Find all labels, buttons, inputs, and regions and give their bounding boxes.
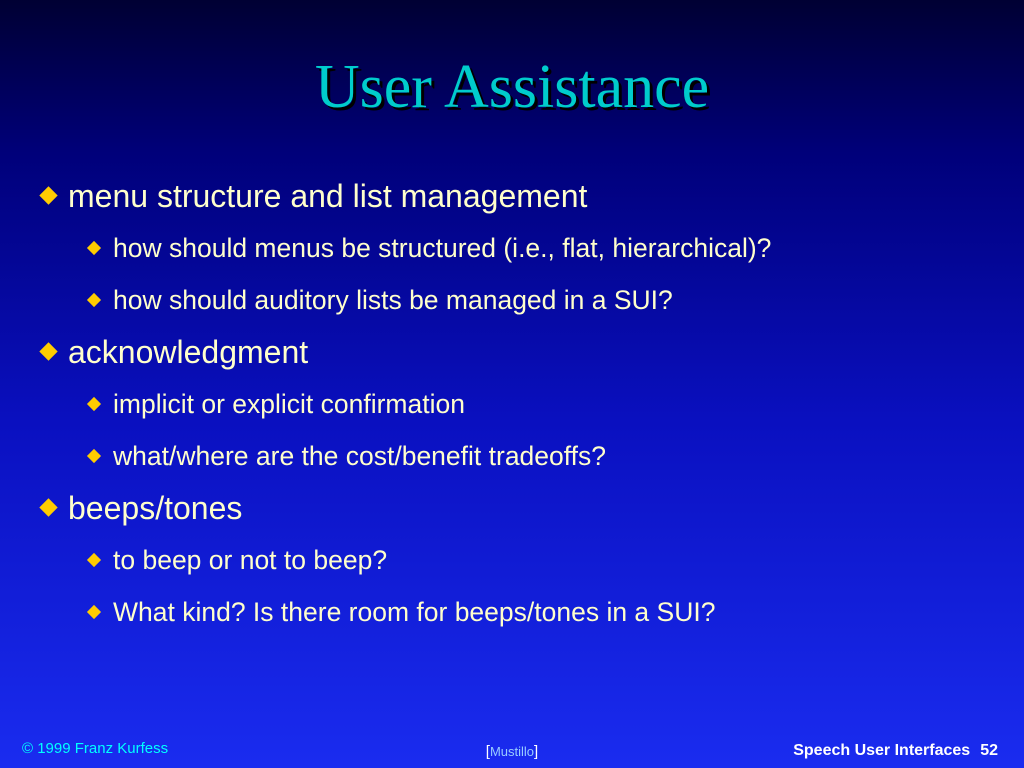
sub-bullet-text: implicit or explicit confirmation	[113, 389, 465, 419]
page-number: 52	[980, 742, 998, 759]
sub-bullet-item	[38, 274, 1008, 326]
sub-bullet-item	[38, 378, 1008, 430]
slide-title: User Assistance	[314, 53, 710, 121]
diamond-bullet-icon	[87, 605, 101, 619]
sub-bullet-item	[38, 430, 1008, 482]
sub-bullet-item	[38, 586, 1008, 638]
footer-copyright: © 1999 Franz Kurfess	[22, 740, 169, 757]
reference-bracket-open: [	[485, 743, 490, 760]
diamond-bullet-icon	[87, 449, 101, 463]
diamond-bullet-icon	[87, 241, 101, 255]
course-title: Speech User Interfaces	[793, 742, 971, 759]
bullet-text: menu structure and list management	[68, 178, 588, 214]
diamond-bullet-icon	[87, 553, 101, 567]
reference-link[interactable]: Mustillo	[489, 744, 535, 759]
diamond-bullet-icon	[39, 186, 57, 204]
bullet-item	[38, 326, 1008, 378]
bullet-item	[38, 170, 1008, 222]
sub-bullet-item	[38, 534, 1008, 586]
diamond-bullet-icon	[87, 397, 101, 411]
reference-bracket-close: ]	[534, 743, 539, 760]
bullet-text: acknowledgment	[68, 334, 309, 370]
sub-bullet-text: what/where are the cost/benefit tradeoffs?	[113, 441, 607, 471]
bullet-text: beeps/tones	[68, 490, 243, 526]
sub-bullet-text: to beep or not to beep?	[113, 545, 388, 575]
diamond-bullet-icon	[39, 342, 57, 360]
sub-bullet-text: how should menus be structured (i.e., flat, hierarchical)?	[113, 233, 772, 263]
bullet-list	[38, 170, 1008, 638]
sub-bullet-item	[38, 222, 1008, 274]
diamond-bullet-icon	[87, 293, 101, 307]
sub-bullet-text: What kind? Is there room for beeps/tones in a SUI?	[113, 597, 716, 627]
bullet-item	[38, 482, 1008, 534]
diamond-bullet-icon	[39, 498, 57, 516]
sub-bullet-text: how should auditory lists be managed in a SUI?	[113, 285, 673, 315]
footer-course-info	[793, 742, 998, 760]
